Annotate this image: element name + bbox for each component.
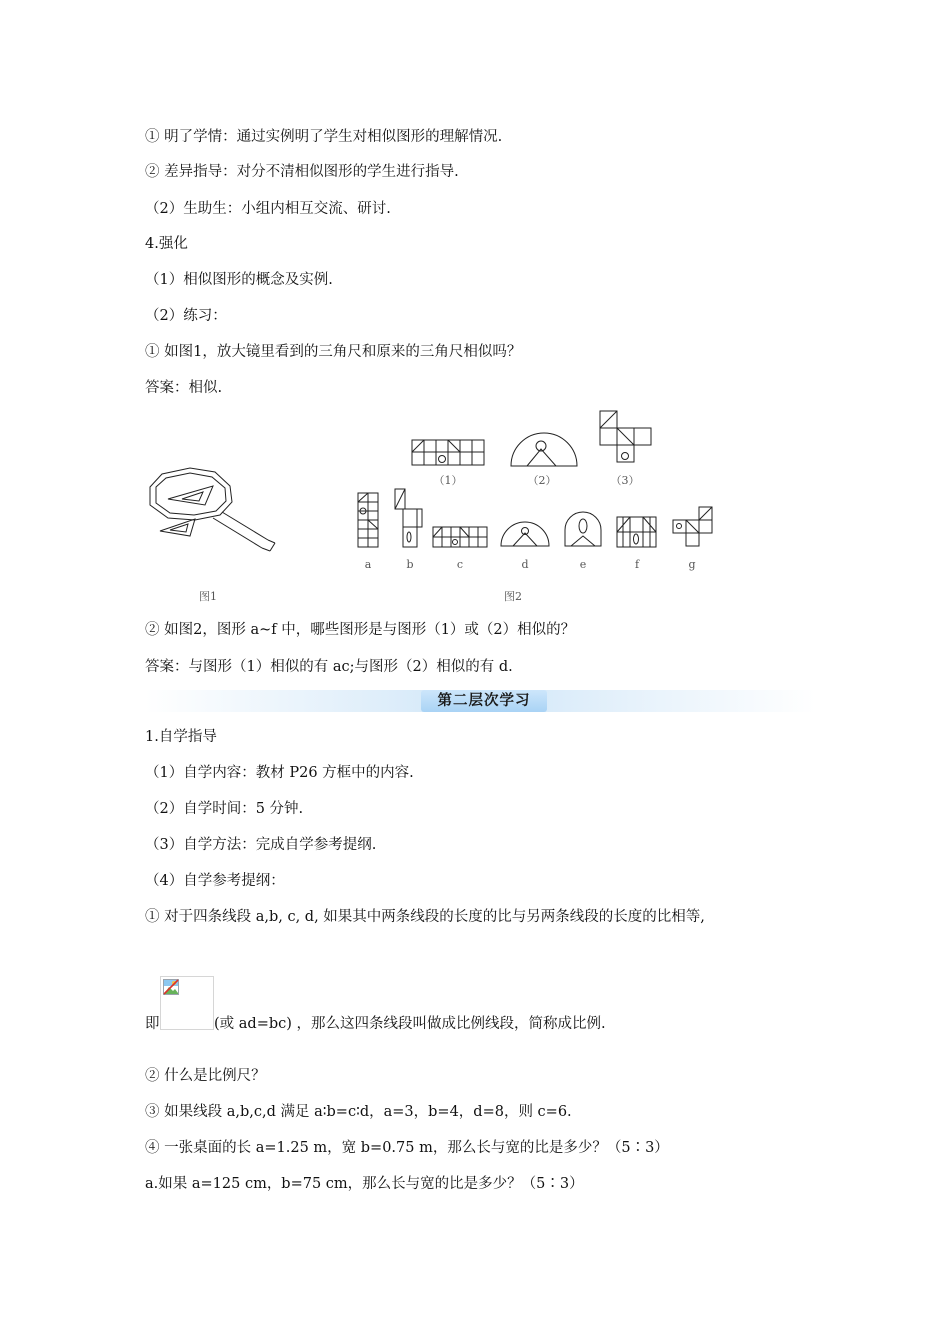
answer-line: 答案：与图形（1）相似的有 ac;与图形（2）相似的有 d. [145, 659, 513, 675]
label-3: （3） [610, 474, 640, 487]
text-line: （1）自学内容：教材 P26 方框中的内容. [145, 765, 414, 781]
fig2-caption: 图2 [504, 590, 522, 603]
label-d: d [521, 558, 529, 571]
label-a: a [364, 558, 372, 571]
question-line: ② 什么是比例尺？ [145, 1068, 266, 1084]
figure-2-semicircle [511, 433, 577, 466]
broken-image-icon [163, 979, 179, 995]
figure-a [358, 493, 378, 547]
figure-1-net [412, 440, 484, 465]
fig1-caption: 图1 [199, 590, 217, 603]
section-title: 第二层次学习 [421, 690, 547, 712]
text-line: ③ 如果线段 a,b,c,d 满足 a∶b=c∶d，a=3，b=4，d=8，则 c=6. [145, 1104, 572, 1120]
question-line: ② 如图2，图形 a~f 中，哪些图形是与图形（1）或（2）相似的？ [145, 622, 576, 638]
text-line: ④ 一张桌面的长 a=1.25 m，宽 b=0.75 m，那么长与宽的比是多少？（5∶3） [145, 1140, 669, 1156]
figure-c [433, 527, 487, 547]
text-line: ① 明了学情：通过实例明了学生对相似图形的理解情况. [145, 129, 503, 145]
label-b: b [406, 558, 414, 571]
text-line: a.如果 a=125 cm，b=75 cm，那么长与宽的比是多少？（5∶3） [145, 1176, 584, 1192]
figure-e [565, 512, 601, 546]
text-line: (或 ad=bc) ，那么这四条线段叫做成比例线段，简称成比例. [214, 1016, 606, 1032]
formula-image-placeholder [160, 976, 214, 1030]
figure-f [617, 517, 656, 547]
text-line: 4.强化 [145, 236, 188, 252]
text-line: 1.自学指导 [145, 729, 217, 745]
figure-d [501, 522, 549, 546]
figure-3-net [600, 411, 651, 462]
figure-b [395, 489, 422, 547]
label-c: c [456, 558, 464, 571]
figures-illustration [0, 0, 950, 620]
text-line: 即 [145, 1016, 160, 1032]
text-line: （1）相似图形的概念及实例. [145, 272, 333, 288]
text-line: （2）练习： [145, 308, 227, 324]
label-g: g [688, 558, 696, 571]
figure-g [673, 507, 712, 546]
text-line: （2）生助生：小组内相互交流、研讨. [145, 201, 391, 217]
answer-line: 答案：相似. [145, 380, 223, 396]
text-line: （2）自学时间：5 分钟. [145, 801, 304, 817]
text-line: （4）自学参考提纲： [145, 873, 285, 889]
label-1: （1） [433, 474, 463, 487]
text-line: （3）自学方法：完成自学参考提纲. [145, 837, 377, 853]
text-line: ① 对于四条线段 a,b, c, d, 如果其中两条线段的长度的比与另两条线段的长度的比相等, [145, 909, 705, 925]
text-line: ② 差异指导：对分不清相似图形的学生进行指导. [145, 164, 459, 180]
label-f: f [634, 558, 640, 571]
label-2: （2） [527, 474, 557, 487]
label-e: e [579, 558, 587, 571]
question-line: ① 如图1，放大镜里看到的三角尺和原来的三角尺相似吗？ [145, 344, 522, 360]
magnifier-figure [150, 468, 275, 551]
